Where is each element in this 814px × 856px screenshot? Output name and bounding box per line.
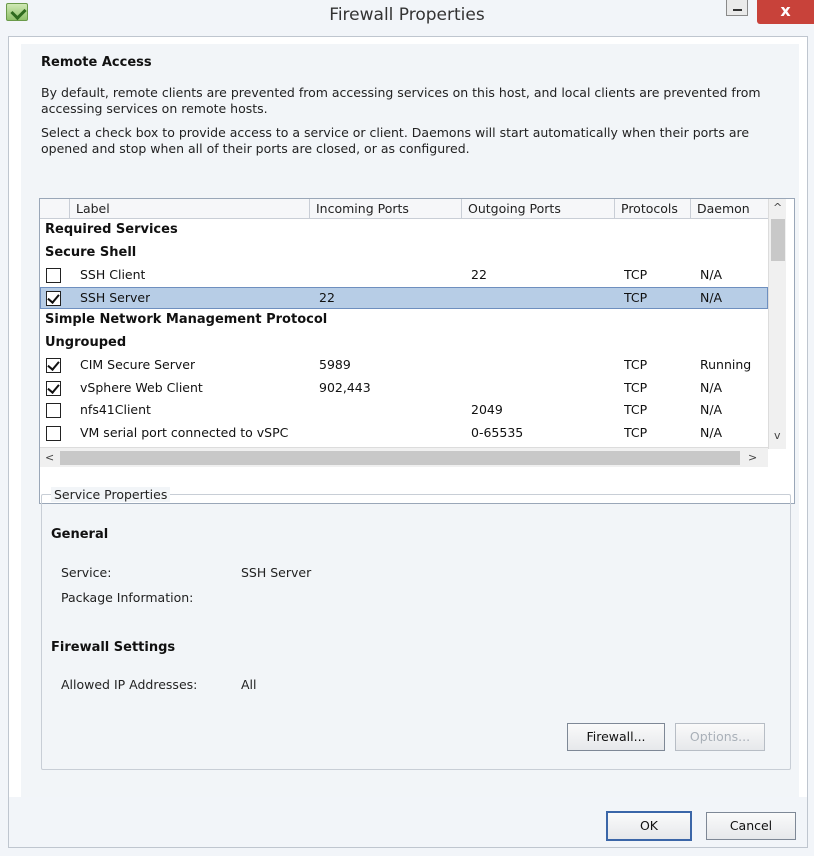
row-daemon: N/A [700, 402, 723, 417]
header-daemon[interactable]: Daemon [697, 201, 750, 216]
allowed-ip-label: Allowed IP Addresses: [61, 677, 198, 692]
package-information-label: Package Information: [61, 590, 194, 605]
table-row-nfs41client[interactable] [40, 399, 768, 422]
row-protocol: TCP [624, 289, 648, 305]
header-protocols[interactable]: Protocols [615, 199, 691, 219]
table-row-ssh-server[interactable] [40, 287, 768, 310]
row-label: nfs41Client [80, 402, 151, 417]
table-body [40, 219, 768, 447]
row-protocol: TCP [624, 357, 648, 372]
service-properties-legend: Service Properties [51, 487, 170, 502]
scroll-left-icon[interactable]: < [45, 451, 55, 464]
row-daemon: N/A [700, 267, 723, 282]
table-row-vm-serial-port[interactable] [40, 422, 768, 445]
row-outgoing: 0-65535 [471, 424, 524, 440]
row-label: VM serial port connected to vSPC [80, 424, 289, 440]
group-label: Simple Network Management Protocol [45, 312, 328, 327]
row-protocol: TCP [624, 424, 648, 440]
horizontal-scrollbar[interactable] [40, 447, 768, 467]
general-title: General [51, 527, 109, 542]
nfs41client-checkbox[interactable] [46, 403, 61, 418]
row-label: SSH Client [80, 267, 146, 282]
vsphere-web-client-checkbox[interactable] [46, 381, 61, 396]
header-incoming-ports[interactable]: Incoming Ports [310, 199, 462, 219]
ssh-server-checkbox[interactable] [46, 291, 61, 306]
title-bar [0, 0, 814, 32]
row-label: vSphere Web Client [80, 379, 203, 395]
row-daemon: N/A [700, 379, 723, 395]
table-header [40, 199, 778, 219]
remote-access-title: Remote Access [41, 55, 152, 70]
service-label: Service: [61, 565, 112, 580]
table-row-ssh-client[interactable] [40, 264, 768, 287]
firewall-button[interactable]: Firewall... [567, 723, 665, 751]
row-protocol: TCP [624, 402, 648, 417]
vertical-scrollbar[interactable] [768, 199, 786, 449]
minimize-button[interactable] [726, 0, 748, 16]
row-incoming: 5989 [319, 357, 351, 372]
horizontal-scroll-thumb[interactable] [60, 451, 740, 465]
service-value: SSH Server [241, 565, 312, 580]
cancel-button[interactable]: Cancel [706, 812, 796, 840]
row-protocol: TCP [624, 379, 648, 395]
ssh-client-checkbox[interactable] [46, 268, 61, 283]
group-label: Required Services [45, 222, 178, 237]
table-row-cim-secure-server[interactable] [40, 354, 768, 377]
row-daemon: Running [700, 357, 752, 372]
remote-access-description: By default, remote clients are prevented from accessing services on this host, and local clients are prevented from accessing services on remote hosts. [41, 85, 761, 116]
row-outgoing: 2049 [471, 402, 503, 417]
firewall-settings-title: Firewall Settings [51, 640, 176, 655]
row-protocol: TCP [624, 267, 648, 282]
group-snmp [40, 309, 768, 332]
table-row-vsphere-web-client[interactable] [40, 377, 768, 400]
group-label: Ungrouped [45, 334, 127, 350]
group-required-services [40, 219, 768, 242]
window-title: Firewall Properties [329, 5, 485, 25]
services-table [39, 198, 795, 504]
row-daemon: N/A [700, 424, 723, 440]
row-daemon: N/A [700, 289, 723, 305]
scroll-up-icon[interactable]: ^ [773, 201, 783, 214]
dialog-panel [21, 44, 799, 830]
group-ungrouped [40, 332, 768, 355]
options-button[interactable]: Options... [675, 723, 765, 751]
dialog-content [8, 36, 808, 848]
header-check-column[interactable] [40, 199, 70, 219]
scroll-down-icon[interactable]: v [774, 429, 781, 442]
row-incoming: 902,443 [319, 379, 371, 395]
allowed-ip-value: All [241, 677, 257, 692]
row-label: CIM Secure Server [80, 357, 196, 372]
dialog-footer [9, 797, 807, 847]
row-outgoing: 22 [471, 267, 487, 282]
close-button[interactable]: x [757, 0, 814, 24]
ok-button[interactable]: OK [606, 811, 692, 841]
vertical-scroll-thumb[interactable] [771, 219, 785, 261]
group-secure-shell [40, 242, 768, 265]
remote-access-instructions: Select a check box to provide access to a service or client. Daemons will start automatically when their ports are opened and stop when all of their ports are closed, or as configured. [41, 125, 750, 156]
cim-secure-server-checkbox[interactable] [46, 358, 61, 373]
header-outgoing-ports[interactable]: Outgoing Ports [462, 199, 615, 219]
header-label[interactable]: Label [70, 199, 310, 219]
row-incoming: 22 [319, 289, 335, 305]
scroll-right-icon[interactable]: > [748, 451, 758, 464]
group-label: Secure Shell [45, 244, 137, 260]
row-label: SSH Server [80, 289, 151, 305]
vm-serial-port-checkbox[interactable] [46, 426, 61, 441]
